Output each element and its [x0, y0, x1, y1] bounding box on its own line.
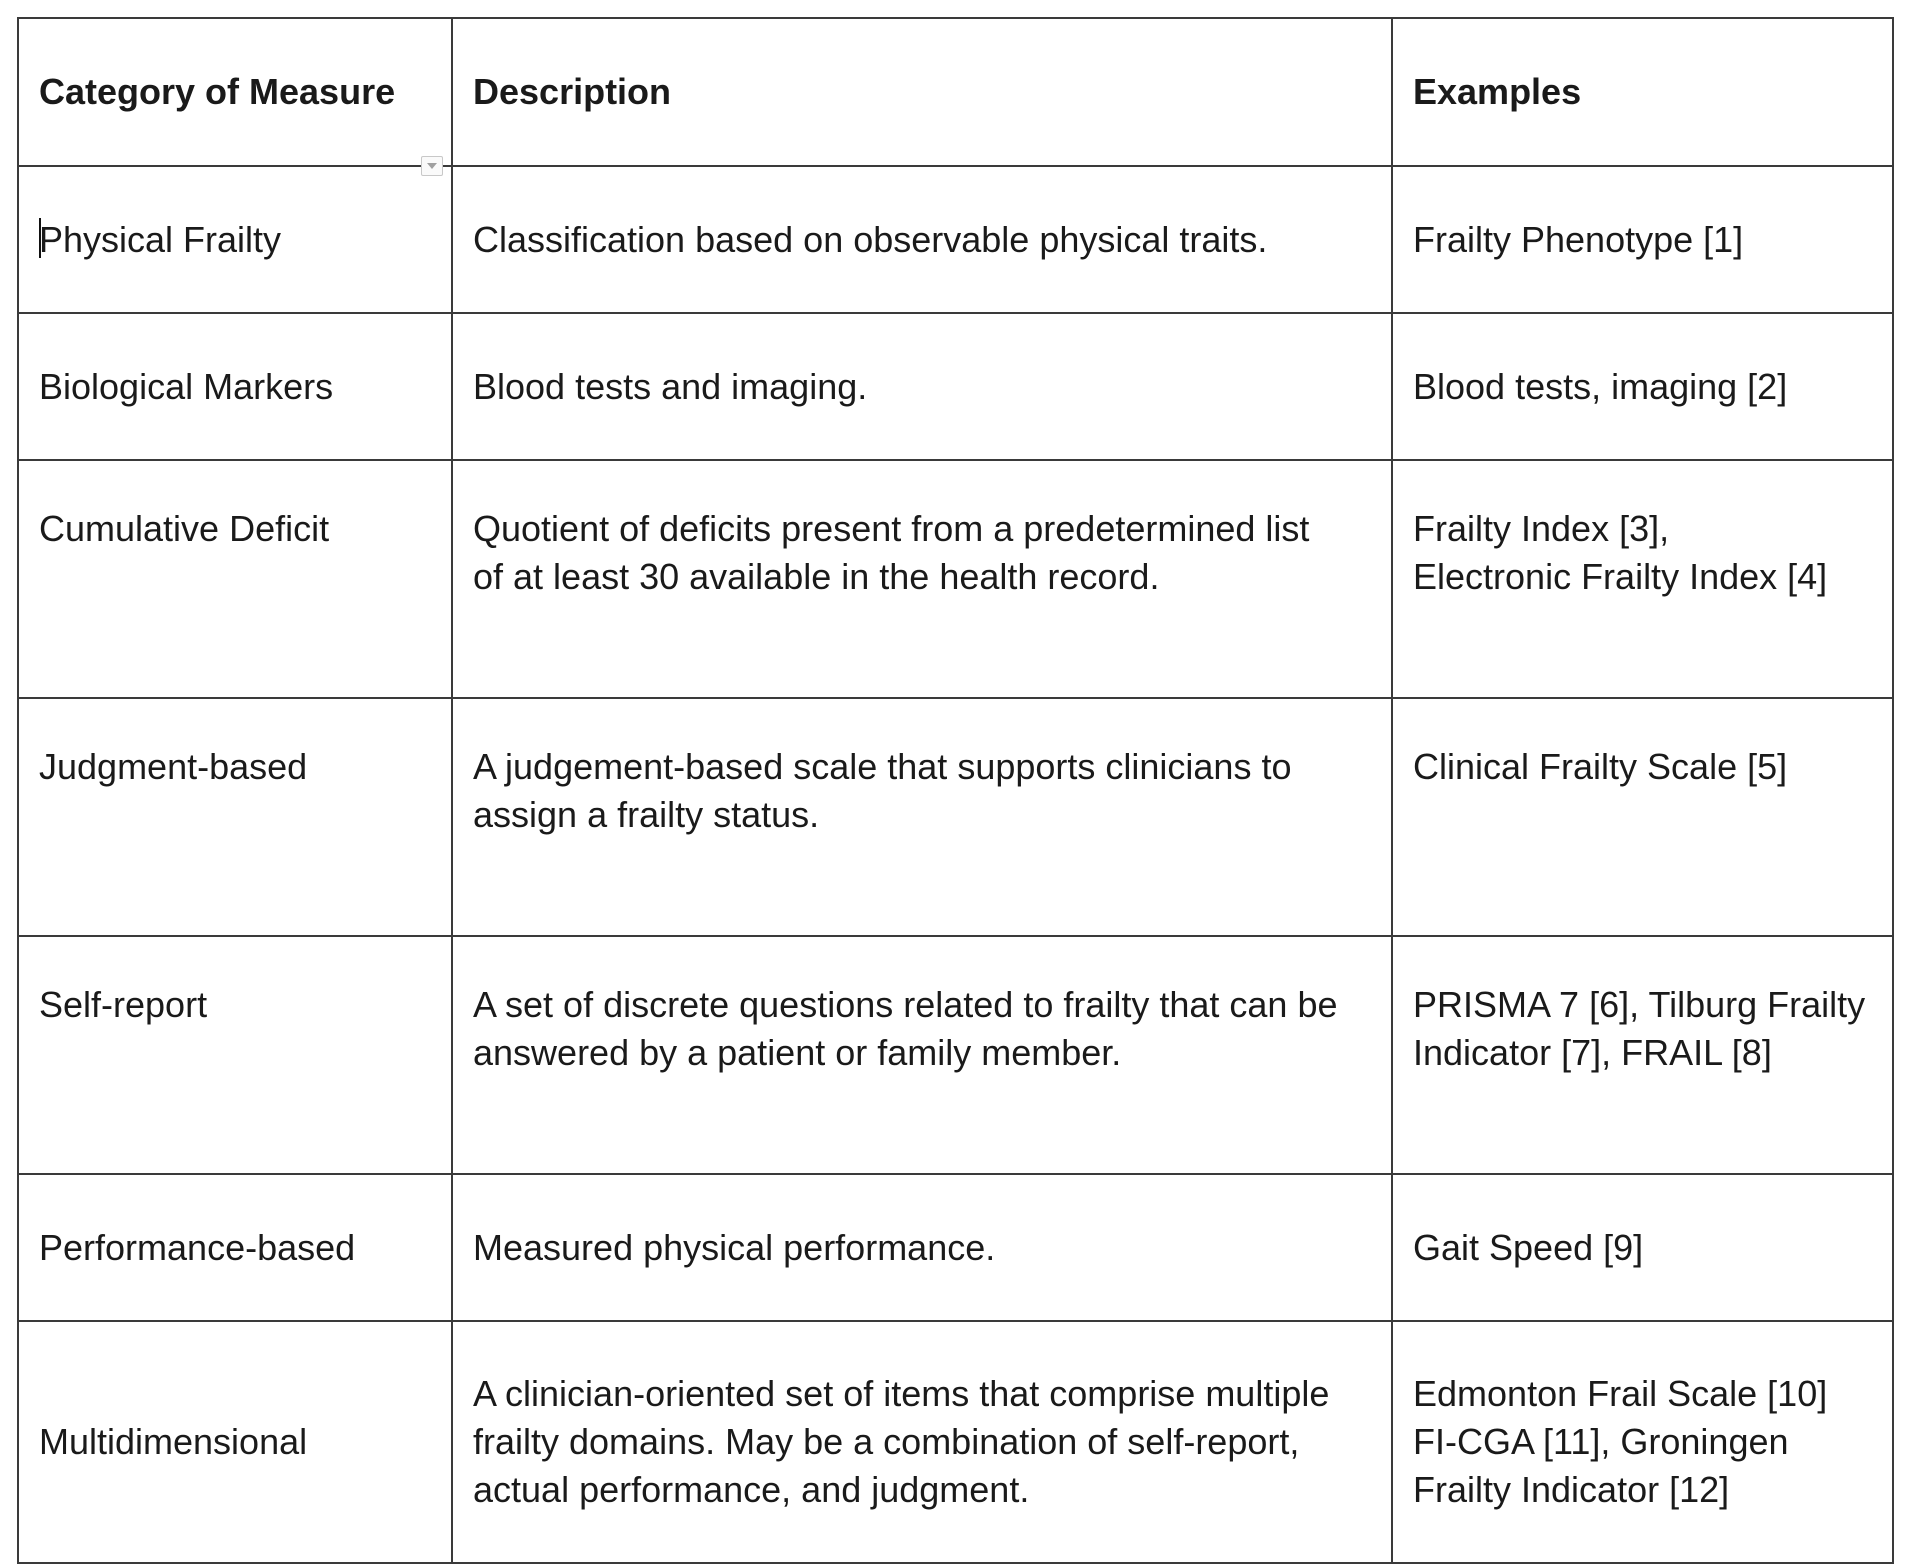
description-line: A judgement-based scale that supports clinicians to	[473, 746, 1292, 787]
examples-line: Blood tests, imaging [2]	[1413, 365, 1788, 407]
cell-dropdown-icon[interactable]	[421, 156, 443, 176]
examples-line: Frailty Index [3],	[1413, 508, 1670, 549]
examples-line: Indicator [7], FRAIL [8]	[1413, 1032, 1772, 1073]
cell-category[interactable]	[18, 1321, 452, 1563]
cell-category[interactable]	[18, 1174, 452, 1321]
table-row	[18, 460, 1893, 698]
category-text: Performance-based	[39, 1226, 356, 1268]
table-row	[18, 1174, 1893, 1321]
header-description[interactable]: Description	[452, 18, 1392, 166]
category-text: Biological Markers	[39, 365, 334, 407]
cell-description[interactable]	[452, 936, 1392, 1174]
examples-line: FI-CGA [11], Groningen	[1413, 1421, 1789, 1462]
cell-description[interactable]	[452, 460, 1392, 698]
table-row	[18, 1321, 1893, 1563]
cell-examples[interactable]	[1392, 1174, 1893, 1321]
cell-category[interactable]	[18, 460, 452, 698]
examples-line: Frailty Phenotype [1]	[1413, 218, 1744, 260]
examples-line: Edmonton Frail Scale [10]	[1413, 1373, 1828, 1414]
frailty-measures-table	[17, 17, 1894, 1564]
table-row	[18, 936, 1893, 1174]
examples-line: PRISMA 7 [6], Tilburg Frailty	[1413, 984, 1866, 1025]
cell-examples[interactable]	[1392, 166, 1893, 313]
category-text: Multidimensional	[39, 1421, 308, 1462]
cell-description[interactable]	[452, 1321, 1392, 1563]
cell-description[interactable]	[452, 1174, 1392, 1321]
description-line: Blood tests and imaging.	[473, 365, 868, 407]
cell-examples[interactable]	[1392, 698, 1893, 936]
description-line: assign a frailty status.	[473, 794, 820, 835]
examples-line: Electronic Frailty Index [4]	[1413, 556, 1828, 597]
description-line: A clinician-oriented set of items that comprise multiple	[473, 1373, 1330, 1414]
category-text: Judgment-based	[39, 746, 308, 787]
description-line: actual performance, and judgment.	[473, 1469, 1030, 1510]
header-examples[interactable]: Examples	[1392, 18, 1893, 166]
description-line: Measured physical performance.	[473, 1226, 996, 1268]
description-line: answered by a patient or family member.	[473, 1032, 1122, 1073]
cell-description[interactable]	[452, 166, 1392, 313]
header-category[interactable]: Category of Measure	[18, 18, 452, 166]
cell-category[interactable]	[18, 936, 452, 1174]
cell-category[interactable]	[18, 698, 452, 936]
category-text: Physical Frailty	[39, 218, 282, 260]
table-row	[18, 698, 1893, 936]
cell-examples[interactable]	[1392, 1321, 1893, 1563]
table-header-row	[18, 18, 1893, 166]
description-line: Classification based on observable physical traits.	[473, 218, 1268, 260]
examples-line: Gait Speed [9]	[1413, 1226, 1644, 1268]
cell-category[interactable]	[18, 313, 452, 460]
description-line: of at least 30 available in the health record.	[473, 556, 1160, 597]
examples-line: Frailty Indicator [12]	[1413, 1469, 1730, 1510]
category-text: Cumulative Deficit	[39, 508, 330, 549]
description-line: A set of discrete questions related to frailty that can be	[473, 984, 1338, 1025]
category-text: Self-report	[39, 984, 208, 1025]
cell-description[interactable]	[452, 313, 1392, 460]
cell-description[interactable]	[452, 698, 1392, 936]
examples-line: Clinical Frailty Scale [5]	[1413, 746, 1788, 787]
cell-examples[interactable]	[1392, 936, 1893, 1174]
table-row	[18, 313, 1893, 460]
cell-category[interactable]	[18, 166, 452, 313]
cell-examples[interactable]	[1392, 460, 1893, 698]
description-line: frailty domains. May be a combination of self-report,	[473, 1421, 1300, 1462]
table-row	[18, 166, 1893, 313]
cell-examples[interactable]	[1392, 313, 1893, 460]
description-line: Quotient of deficits present from a predetermined list	[473, 508, 1310, 549]
